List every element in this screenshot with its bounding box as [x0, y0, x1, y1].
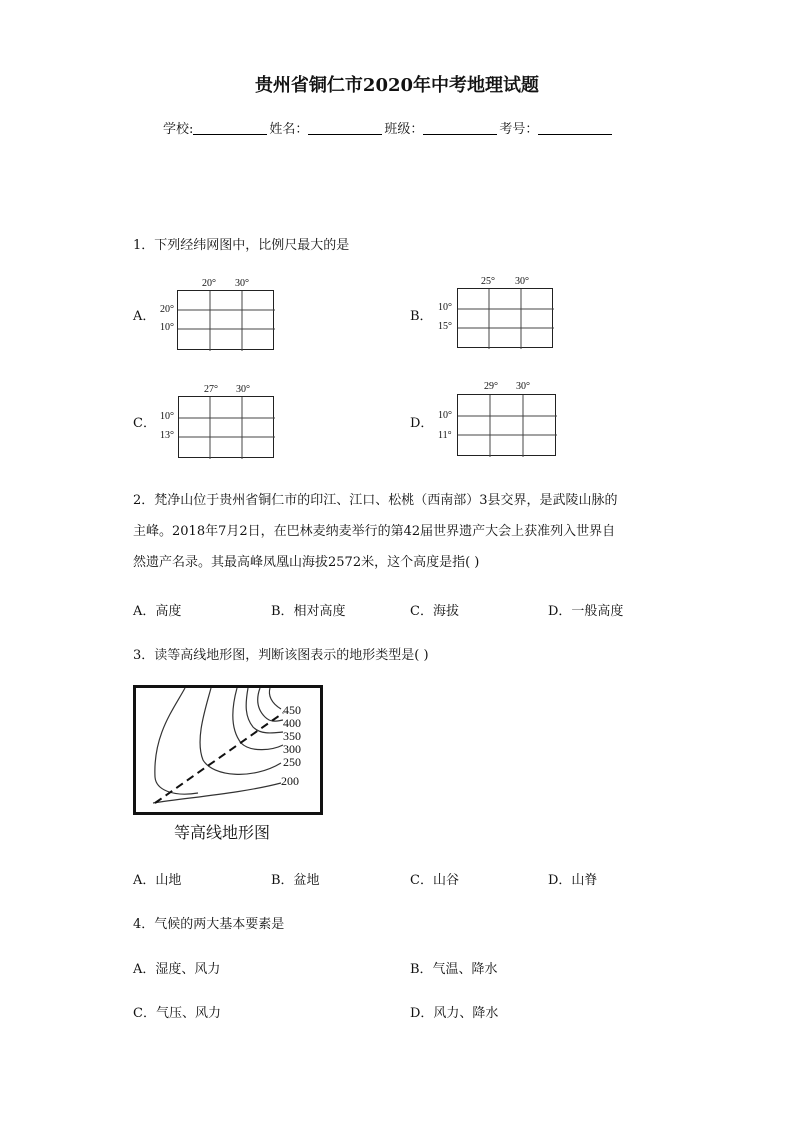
q1-a-lat-2: 10°: [160, 322, 174, 333]
class-label: 班级：: [384, 122, 424, 137]
q1-c-lat-1: 10°: [160, 411, 174, 422]
q3-option-c[interactable]: C．山谷: [410, 873, 459, 888]
question-2-line-3: 然遗产名录。其最高峰凤凰山海拔2572米，这个高度是指( ): [133, 555, 480, 570]
q3-option-d[interactable]: D．山脊: [548, 873, 598, 888]
q1-c-grid-lines: [179, 397, 275, 459]
q1-option-d-letter[interactable]: D．: [410, 416, 434, 431]
q3-option-b[interactable]: B．盆地: [271, 873, 320, 888]
question-2-text: [133, 485, 673, 578]
contour-label-200: 200: [281, 774, 299, 788]
q4-option-a[interactable]: A．湿度、风力: [133, 962, 221, 977]
question-3-text: 3．读等高线地形图，判断该图表示的地形类型是( ): [133, 648, 429, 663]
q1-a-lon-1: 20°: [202, 278, 216, 289]
q1-a-lon-2: 30°: [235, 278, 249, 289]
q1-b-lon-2: 30°: [515, 276, 529, 287]
q1-d-lat-2: 11°: [438, 430, 452, 441]
q1-b-grid-lines: [458, 289, 554, 349]
question-2-line-2: 主峰。2018年7月2日，在巴林麦纳麦举行的第42届世界遗产大会上获准列入世界自: [133, 524, 616, 539]
q1-d-graticule: [457, 394, 556, 456]
question-1-text: 1．下列经纬网图中，比例尺最大的是: [133, 238, 350, 253]
contour-label-250: 250: [283, 755, 301, 769]
class-blank[interactable]: [423, 122, 497, 135]
contour-map-caption: 等高线地形图: [174, 823, 271, 842]
question-4-text: 4．气候的两大基本要素是: [133, 917, 285, 932]
q2-option-c[interactable]: C．海拔: [410, 604, 459, 619]
q1-a-graticule: [177, 290, 274, 350]
q4-option-b[interactable]: B．气温、降水: [410, 962, 498, 977]
school-label: 学校:: [163, 122, 194, 137]
q1-c-lon-2: 30°: [236, 384, 250, 395]
name-blank[interactable]: [308, 122, 382, 135]
q1-b-lat-1: 10°: [438, 302, 452, 313]
q1-option-a-letter[interactable]: A．: [133, 309, 156, 324]
contour-label-300: 300: [283, 742, 301, 756]
q1-d-grid-lines: [458, 395, 557, 457]
q4-option-c[interactable]: C．气压、风力: [133, 1006, 221, 1021]
contour-map: [133, 685, 323, 815]
q2-option-d[interactable]: D．一般高度: [548, 604, 624, 619]
q1-c-graticule: [178, 396, 274, 458]
q4-option-d[interactable]: D．风力、降水: [410, 1006, 499, 1021]
exam-number-blank[interactable]: [538, 122, 612, 135]
q1-d-lon-1: 29°: [484, 381, 498, 392]
q2-option-b[interactable]: B．相对高度: [271, 604, 346, 619]
exam-number-label: 考号：: [499, 122, 539, 137]
page-title: 贵州省铜仁市2020年中考地理试题: [254, 75, 540, 96]
q1-c-lat-2: 13°: [160, 430, 174, 441]
q2-option-a[interactable]: A．高度: [133, 604, 182, 619]
q1-option-c-letter[interactable]: C．: [133, 416, 156, 431]
q1-option-b-letter[interactable]: B．: [410, 309, 433, 324]
school-blank[interactable]: [193, 122, 267, 135]
student-info-line: [163, 118, 612, 137]
q1-b-lon-1: 25°: [481, 276, 495, 287]
q1-d-lat-1: 10°: [438, 410, 452, 421]
q3-option-a[interactable]: A．山地: [133, 873, 182, 888]
q1-d-lon-2: 30°: [516, 381, 530, 392]
contour-label-350: 350: [283, 729, 301, 743]
name-label: 姓名：: [269, 122, 309, 137]
q1-a-grid-lines: [178, 291, 275, 351]
contour-label-450: 450: [283, 703, 301, 717]
q1-a-lat-1: 20°: [160, 304, 174, 315]
q1-c-lon-1: 27°: [204, 384, 218, 395]
q1-b-graticule: [457, 288, 553, 348]
question-2-line-1: 2．梵净山位于贵州省铜仁市的印江、江口、松桃（西南部）3县交界，是武陵山脉的: [133, 493, 618, 508]
contour-label-400: 400: [283, 716, 301, 730]
q1-b-lat-2: 15°: [438, 321, 452, 332]
